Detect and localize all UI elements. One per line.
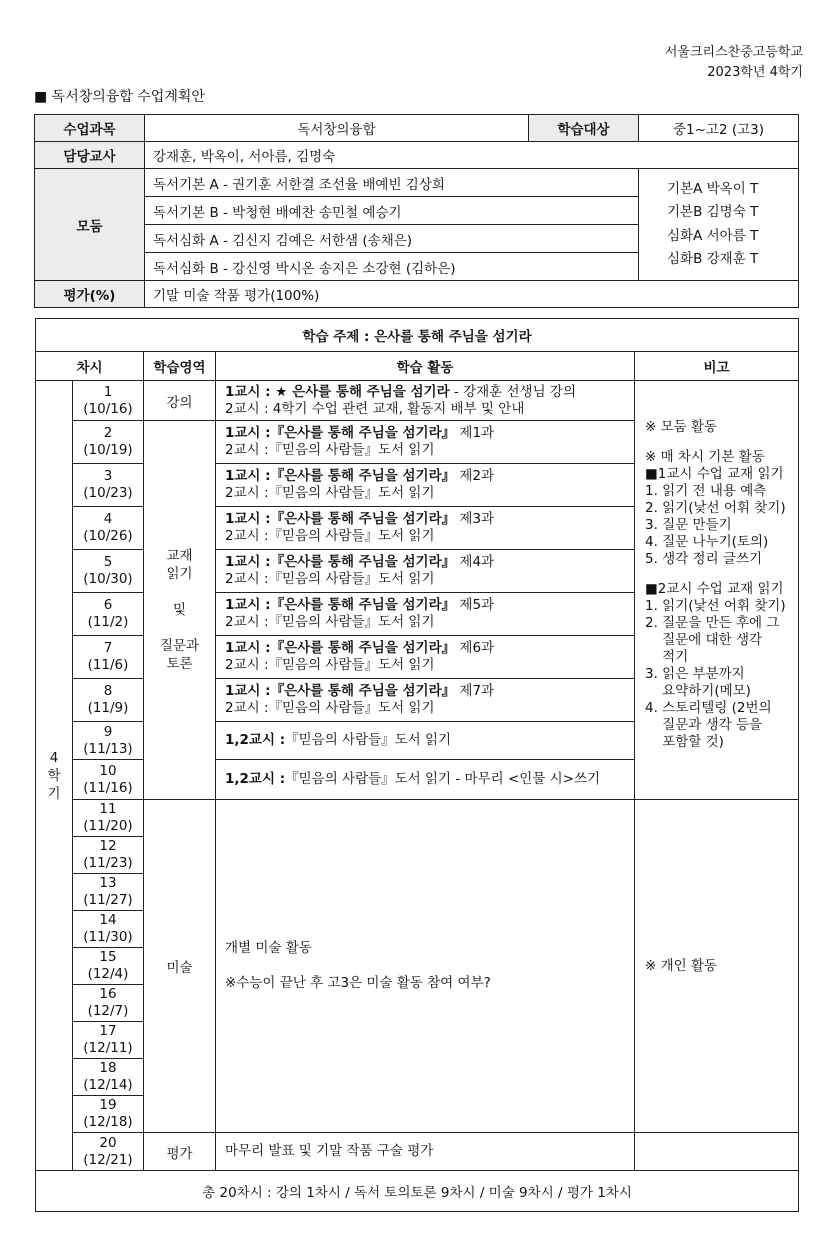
activity-cell — [216, 679, 635, 722]
session-date: (12/7) — [87, 1003, 129, 1019]
note-line: ※ 매 차시 기본 활동 — [645, 449, 765, 465]
art-activity — [216, 800, 635, 1133]
session-date: (10/30) — [83, 571, 133, 587]
eval-label: 평가(%) — [35, 281, 145, 308]
note-line: 질문과 생각 등을 — [645, 717, 763, 733]
art-line: 개별 미술 활동 — [225, 940, 312, 956]
activity-cell — [216, 593, 635, 636]
activity-chapter: 제4과 — [459, 554, 495, 570]
activity-line2: 2교시 :『믿음의 사람들』도서 읽기 — [225, 571, 435, 587]
col-session: 차시 — [36, 352, 144, 381]
session-num: 9 — [103, 723, 113, 740]
activity-cell — [216, 464, 635, 507]
session-num: 4 — [103, 511, 113, 527]
session-date: (10/19) — [83, 442, 133, 458]
group-teacher: 심화B 강재훈 T — [667, 251, 759, 267]
activity-bold: 1,2교시 : — [225, 771, 286, 787]
session-num: 8 — [103, 683, 113, 699]
activity-cell — [216, 722, 635, 760]
activity-cell — [216, 421, 635, 464]
group-teachers — [639, 169, 799, 281]
group-row: 독서기본 A - 권기훈 서한결 조선율 배예빈 김상희 — [145, 169, 639, 197]
group-row: 독서심화 A - 김신지 김예은 서한샘 (송채은) — [145, 225, 639, 253]
session-num: 3 — [103, 468, 113, 484]
activity-chapter: 제3과 — [459, 511, 495, 527]
note-line: 포함할 것) — [645, 734, 724, 750]
session-cell — [73, 550, 144, 593]
area-eval: 평가 — [144, 1133, 216, 1171]
activity-line2: 2교시 :『믿음의 사람들』도서 읽기 — [225, 614, 435, 630]
activity-bold: 1교시 :『은사를 통해 주님을 섬기라』 — [225, 425, 456, 441]
teacher-label: 담당교사 — [35, 142, 145, 169]
session-num: 17 — [99, 1023, 117, 1039]
activity-cell — [216, 381, 635, 421]
activity-bold: 1교시 :『은사를 통해 주님을 섬기라』 — [225, 554, 456, 570]
activity-suffix: - 강재훈 선생님 강의 — [449, 383, 577, 400]
session-num: 7 — [103, 640, 113, 656]
group-teacher: 기본A 박옥이 T — [667, 180, 759, 197]
term-label: 2023학년 4학기 — [707, 65, 803, 80]
session-cell — [73, 1059, 144, 1096]
activity-cell — [216, 550, 635, 593]
activity-bold: 1교시 :『은사를 통해 주님을 섬기라』 — [225, 597, 456, 613]
target-value: 중1~고2 (고3) — [639, 115, 799, 142]
session-num: 5 — [103, 554, 113, 570]
col-note: 비고 — [635, 352, 799, 381]
eval-activity: 마무리 발표 및 기말 작품 구술 평가 — [216, 1133, 635, 1171]
session-num: 19 — [99, 1097, 117, 1113]
session-num: 1 — [103, 383, 113, 400]
document-title: ■ 독서창의융합 수업계획안 — [34, 89, 205, 105]
target-label: 학습대상 — [529, 115, 639, 142]
session-num: 10 — [99, 762, 117, 779]
group-teacher: 기본B 김명숙 T — [667, 204, 759, 220]
group-row: 독서심화 B - 강신영 박시온 송지은 소강현 (김하은) — [145, 253, 639, 281]
note-line: 요약하기(메모) — [645, 683, 751, 699]
session-cell — [73, 800, 144, 837]
session-num: 2 — [103, 425, 113, 441]
session-date: (12/21) — [83, 1151, 133, 1168]
semester-text: 4 학 기 — [47, 749, 61, 802]
activity-line2: 2교시 :『믿음의 사람들』도서 읽기 — [225, 485, 435, 501]
activity-chapter: 제1과 — [459, 425, 495, 441]
col-area: 학습영역 — [144, 352, 216, 381]
group-teacher: 심화A 서아름 T — [667, 227, 759, 244]
note-line: 3. 읽은 부분까지 — [645, 666, 745, 682]
note-art: ※ 개인 활동 — [635, 800, 799, 1133]
session-cell — [73, 911, 144, 948]
activity-chapter: 제2과 — [459, 468, 495, 484]
session-num: 16 — [99, 986, 117, 1002]
activity-chapter: 제6과 — [459, 640, 495, 656]
session-date: (10/16) — [83, 400, 133, 417]
note-line: 2. 읽기(낯선 어휘 찾기) — [645, 500, 786, 516]
activity-cell — [216, 760, 635, 800]
art-note: ※수능이 끝난 후 고3은 미술 활동 참여 여부? — [225, 975, 491, 991]
activity-bold: 1교시 :『은사를 통해 주님을 섬기라』 — [225, 683, 456, 699]
note-line — [645, 568, 798, 581]
session-date: (11/30) — [83, 929, 133, 945]
session-num: 20 — [99, 1134, 117, 1151]
session-cell — [73, 1133, 144, 1171]
teacher-value: 강재훈, 박옥이, 서아름, 김명숙 — [145, 142, 799, 169]
session-cell — [73, 948, 144, 985]
activity-text: 『믿음의 사람들』도서 읽기 - 마무리 <인물 시>쓰기 — [285, 771, 601, 787]
area-art: 미술 — [144, 800, 216, 1133]
session-date: (11/13) — [83, 740, 133, 757]
session-cell — [73, 760, 144, 800]
area-reading — [144, 421, 216, 800]
session-date: (11/20) — [83, 818, 133, 834]
theme-row: 학습 주제 : 은사를 통해 주님을 섬기라 — [36, 319, 799, 352]
activity-bold: 1교시 :『은사를 통해 주님을 섬기라』 — [225, 468, 456, 484]
info-table — [34, 114, 799, 308]
subject-value: 독서창의융합 — [145, 115, 529, 142]
session-date: (11/9) — [87, 700, 129, 716]
session-date: (12/14) — [83, 1077, 133, 1093]
activity-line2: 2교시 :『믿음의 사람들』도서 읽기 — [225, 657, 435, 673]
session-num: 11 — [99, 801, 117, 817]
note-line: 질문에 대한 생각 — [645, 632, 763, 648]
note-empty — [635, 1133, 799, 1171]
session-cell — [73, 985, 144, 1022]
session-num: 13 — [99, 875, 117, 891]
session-date: (11/23) — [83, 855, 133, 871]
note-line — [645, 436, 798, 449]
session-cell — [73, 722, 144, 760]
session-cell — [73, 593, 144, 636]
col-activity: 학습 활동 — [216, 352, 635, 381]
session-date: (12/4) — [87, 966, 129, 982]
activity-line2: 2교시 :『믿음의 사람들』도서 읽기 — [225, 700, 435, 716]
session-date: (11/27) — [83, 892, 133, 908]
subject-label: 수업과목 — [35, 115, 145, 142]
note-line: ※ 모둠 활동 — [645, 419, 718, 435]
group-label: 모둠 — [35, 169, 145, 281]
note-line: 4. 질문 나누기(토의) — [645, 534, 769, 550]
activity-chapter: 제7과 — [459, 683, 495, 699]
session-cell — [73, 837, 144, 874]
activity-cell — [216, 507, 635, 550]
session-num: 15 — [99, 949, 117, 965]
activity-bold: 1교시 : ★ 은사를 통해 주님을 섬기라 — [225, 383, 450, 400]
session-date: (10/26) — [83, 528, 133, 544]
school-name: 서울크리스찬중고등학교 — [664, 45, 803, 60]
activity-chapter: 제5과 — [459, 597, 495, 613]
activity-bold: 1,2교시 : — [225, 732, 286, 748]
session-cell — [73, 381, 144, 421]
session-date: (11/6) — [87, 657, 129, 673]
total-row: 총 20차시 : 강의 1차시 / 독서 토의토론 9차시 / 미술 9차시 / 평가 1차시 — [36, 1171, 799, 1212]
session-date: (11/2) — [87, 614, 129, 630]
note-line: 2. 질문을 만든 후에 그 — [645, 615, 780, 631]
note-line: 3. 질문 만들기 — [645, 517, 732, 533]
session-num: 6 — [103, 597, 113, 613]
session-cell — [73, 679, 144, 722]
note-line: ■2교시 수업 교재 읽기 — [645, 581, 784, 597]
session-cell — [73, 1096, 144, 1133]
note-line: ■1교시 수업 교재 읽기 — [645, 466, 784, 482]
note-line: 5. 생각 정리 글쓰기 — [645, 551, 763, 567]
session-cell — [73, 1022, 144, 1059]
session-num: 14 — [99, 912, 117, 928]
activity-text: 『믿음의 사람들』도서 읽기 — [285, 732, 452, 748]
session-cell — [73, 464, 144, 507]
eval-value: 기말 미술 작품 평가(100%) — [145, 281, 799, 308]
activity-line2: 2교시 : 4학기 수업 관련 교재, 활동지 배부 및 안내 — [225, 400, 525, 417]
session-date: (10/23) — [83, 485, 133, 501]
session-cell — [73, 507, 144, 550]
note-line: 4. 스토리텔링 (2번의 — [645, 700, 772, 716]
activity-bold: 1교시 :『은사를 통해 주님을 섬기라』 — [225, 511, 456, 527]
session-date: (12/11) — [83, 1040, 133, 1056]
note-reading — [635, 381, 799, 800]
note-line: 1. 읽기(낯선 어휘 찾기) — [645, 598, 786, 614]
area-lecture: 강의 — [144, 381, 216, 421]
session-cell — [73, 636, 144, 679]
session-cell — [73, 421, 144, 464]
note-line: 1. 읽기 전 내용 예측 — [645, 483, 767, 499]
note-line: 적기 — [645, 649, 689, 665]
session-num: 12 — [99, 838, 117, 854]
activity-line2: 2교시 :『믿음의 사람들』도서 읽기 — [225, 442, 435, 458]
group-row: 독서기본 B - 박청현 배예찬 송민철 예승기 — [145, 197, 639, 225]
session-cell — [73, 874, 144, 911]
activity-line2: 2교시 :『믿음의 사람들』도서 읽기 — [225, 528, 435, 544]
activity-bold: 1교시 :『은사를 통해 주님을 섬기라』 — [225, 640, 456, 656]
session-num: 18 — [99, 1060, 117, 1076]
activity-cell — [216, 636, 635, 679]
session-date: (11/16) — [83, 779, 133, 796]
plan-table — [35, 318, 799, 1212]
semester-label — [36, 381, 73, 1171]
session-date: (12/18) — [83, 1114, 133, 1130]
area-reading-text: 교재 읽기 및 질문과 토론 — [159, 548, 200, 672]
